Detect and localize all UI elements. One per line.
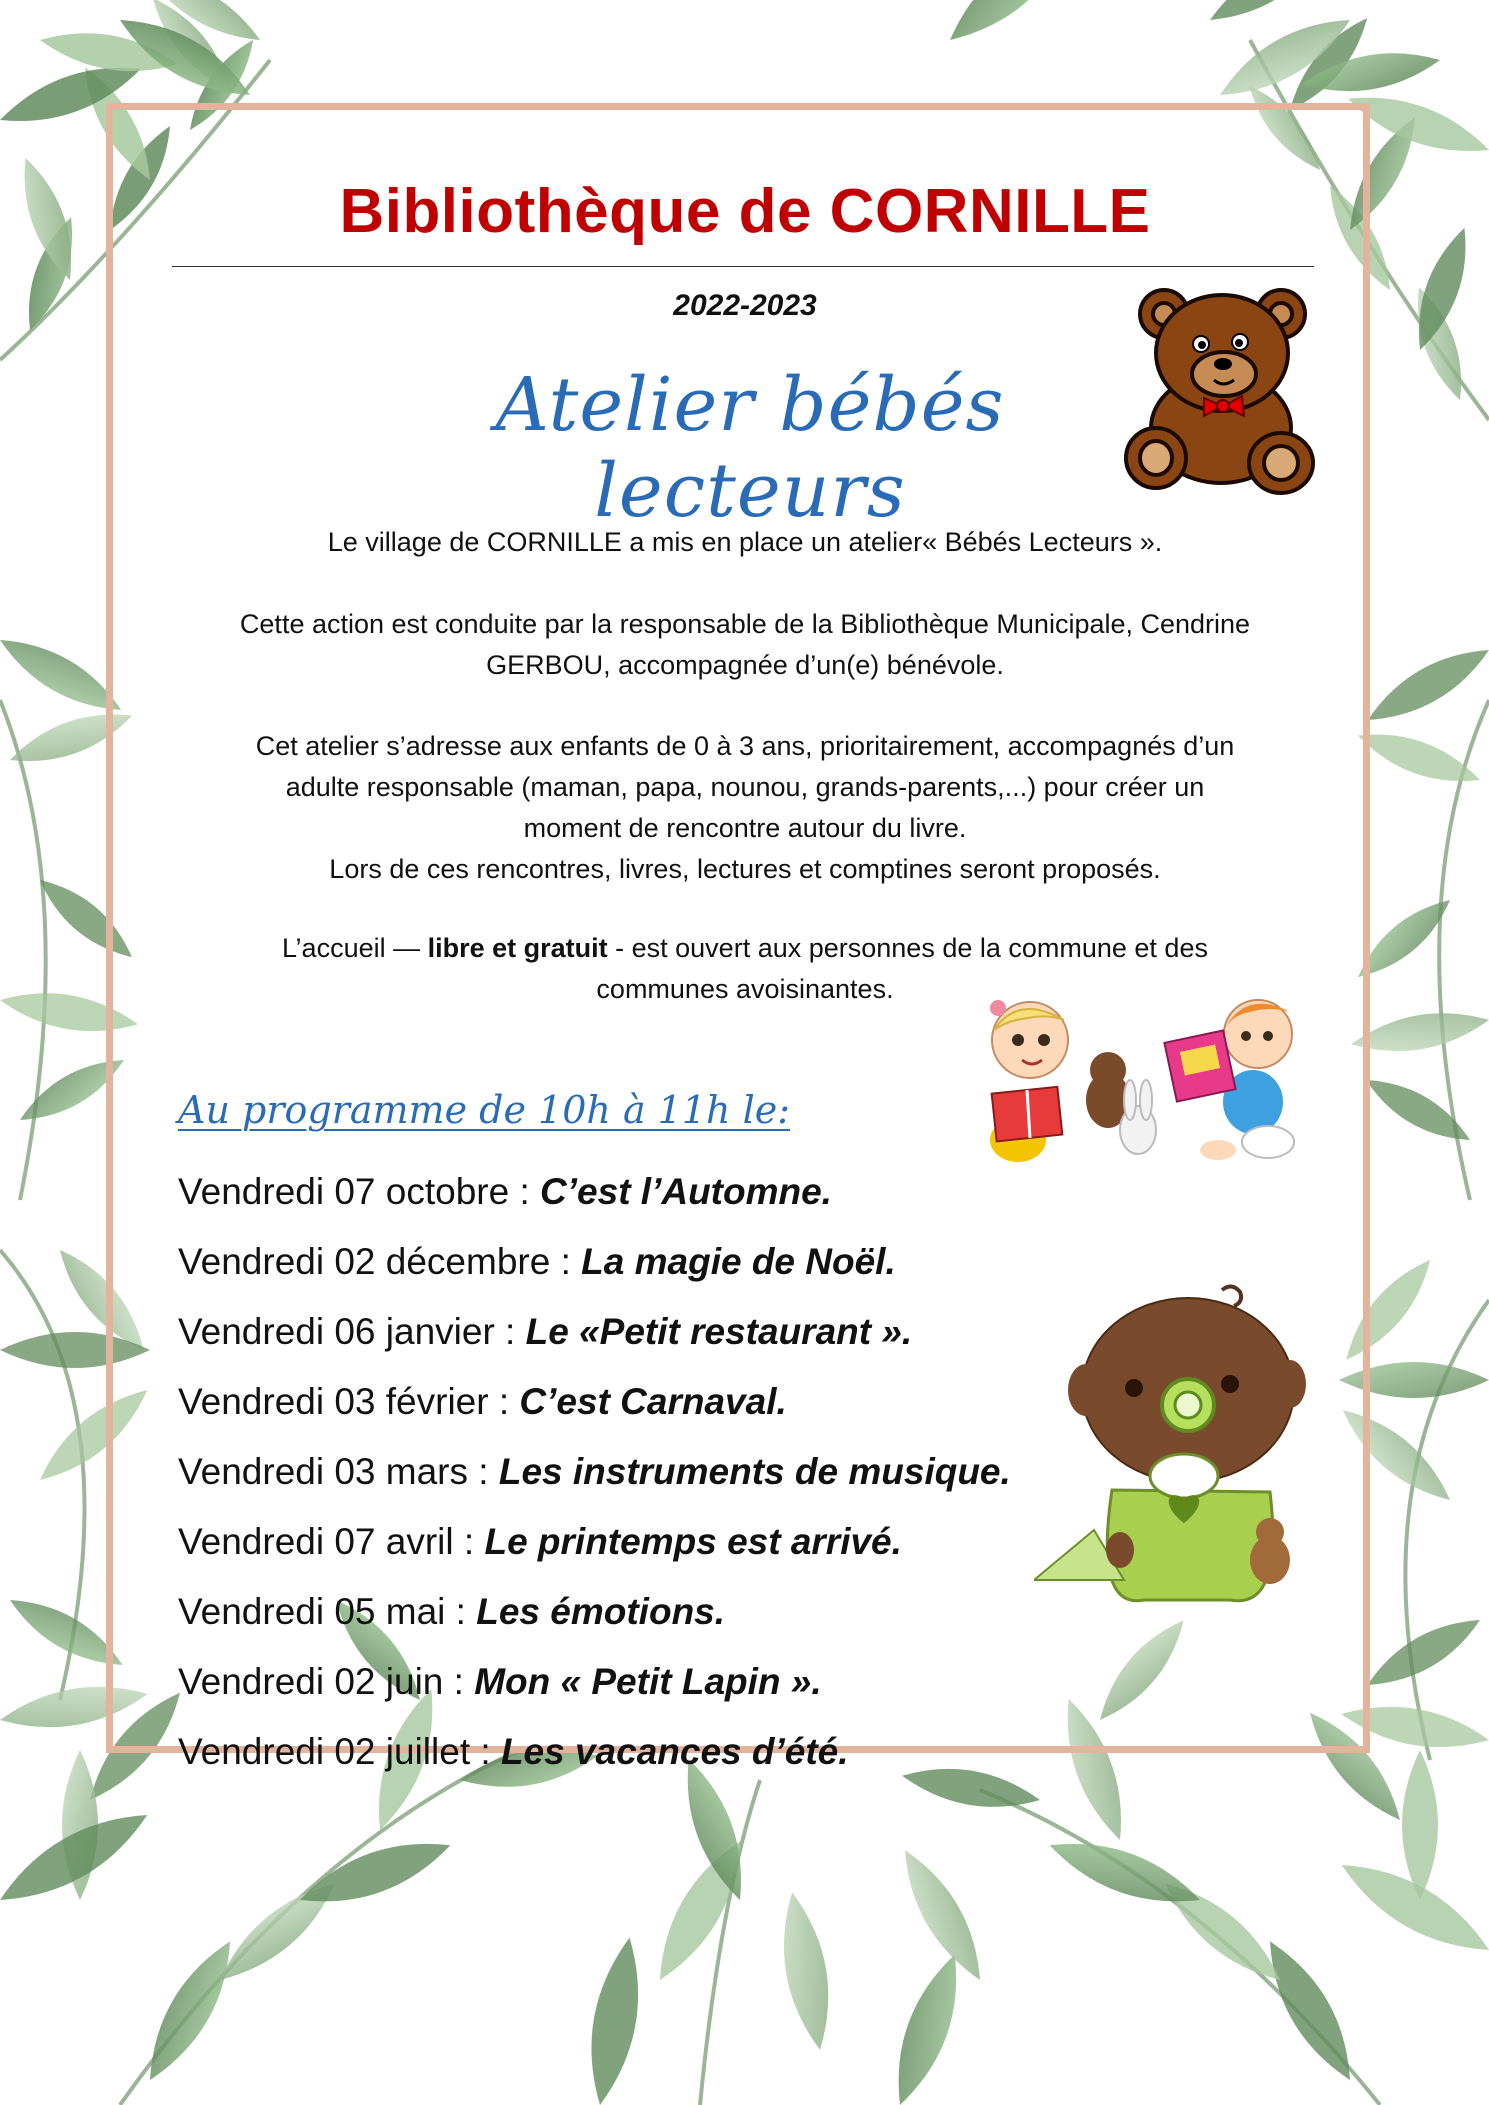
workshop-title: Atelier bébés lecteurs — [495, 362, 1005, 534]
intro-paragraph-1 — [170, 522, 1320, 563]
schedule-item — [178, 1446, 1178, 1516]
schedule-date: Vendredi 02 décembre : — [178, 1241, 582, 1282]
schedule-theme: C’est Carnaval. — [519, 1381, 787, 1422]
schedule-date: Vendredi 03 mars : — [178, 1451, 499, 1492]
intro-p3-line4: Lors de ces rencontres, livres, lectures et comptines seront proposés. — [329, 854, 1161, 884]
baby-pacifier-icon — [1034, 1280, 1316, 1610]
schedule-theme: Le «Petit restaurant ». — [525, 1311, 913, 1352]
intro-p4-after: - est ouvert aux personnes de la commune et des — [607, 933, 1208, 963]
schedule-theme: Les vacances d’été. — [500, 1731, 849, 1772]
schedule-item — [178, 1376, 1178, 1446]
schedule-item — [178, 1516, 1178, 1586]
intro-p3-line2: adulte responsable (maman, papa, nounou, grands-parents,...) pour créer un — [285, 772, 1205, 802]
intro-paragraph-2 — [170, 604, 1320, 686]
teddy-bear-icon — [1116, 278, 1326, 498]
title-divider — [172, 266, 1314, 267]
intro-paragraph-3 — [170, 726, 1320, 890]
program-schedule — [178, 1166, 1178, 1796]
schedule-date: Vendredi 07 avril : — [178, 1521, 485, 1562]
intro-p3-line1: Cet atelier s’adresse aux enfants de 0 à 3 ans, prioritairement, accompagnés d’un — [255, 731, 1235, 761]
intro-p4-line2: communes avoisinantes. — [596, 974, 894, 1004]
schedule-item — [178, 1586, 1178, 1656]
schedule-item — [178, 1166, 1178, 1236]
program-heading: Au programme de 10h à 11h le: — [178, 1088, 791, 1132]
schedule-item — [178, 1656, 1178, 1726]
intro-p2-line1: Cette action est conduite par la responsable de la Bibliothèque Municipale, Cendrine — [239, 609, 1251, 639]
children-reading-icon — [968, 990, 1320, 1168]
schedule-theme: La magie de Noël. — [581, 1241, 896, 1282]
schedule-theme: Les instruments de musique. — [498, 1451, 1011, 1492]
schedule-date: Vendredi 02 juin : — [178, 1661, 475, 1702]
schedule-date: Vendredi 05 mai : — [178, 1591, 477, 1632]
schedule-theme: Les émotions. — [476, 1591, 726, 1632]
page-title: Bibliothèque de CORNILLE — [339, 177, 1151, 246]
intro-p1: Le village de CORNILLE a mis en place un atelier« Bébés Lecteurs ». — [327, 527, 1163, 557]
schedule-theme: Le printemps est arrivé. — [484, 1521, 902, 1562]
schedule-date: Vendredi 02 juillet : — [178, 1731, 501, 1772]
schedule-item — [178, 1306, 1178, 1376]
intro-p2-line2: GERBOU, accompagnée d’un(e) bénévole. — [486, 650, 1004, 680]
intro-p4-bold: libre et gratuit — [427, 933, 608, 963]
season-year: 2022-2023 — [673, 289, 817, 322]
schedule-date: Vendredi 07 octobre : — [178, 1171, 541, 1212]
schedule-theme: C’est l’Automne. — [540, 1171, 832, 1212]
schedule-date: Vendredi 06 janvier : — [178, 1311, 526, 1352]
intro-p3-line3: moment de rencontre autour du livre. — [523, 813, 967, 843]
intro-p4-before: L’accueil — — [282, 933, 428, 963]
schedule-theme: Mon « Petit Lapin ». — [474, 1661, 822, 1702]
schedule-date: Vendredi 03 février : — [178, 1381, 520, 1422]
schedule-item — [178, 1236, 1178, 1306]
schedule-item — [178, 1726, 1178, 1796]
